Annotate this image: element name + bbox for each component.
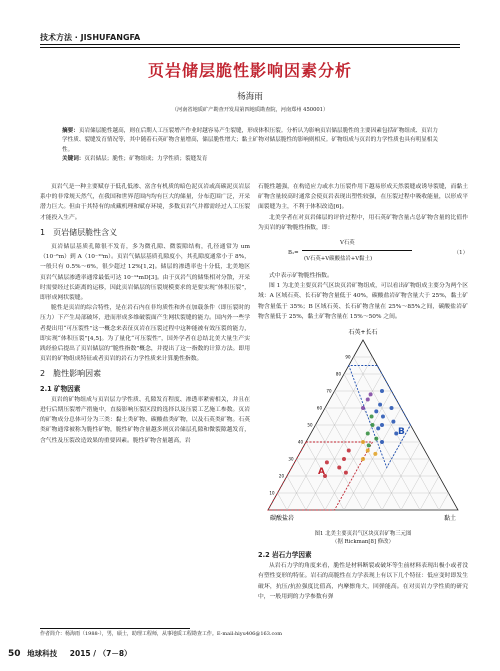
- author-footnote: 作者简介：杨海雨（1988-），男，硕士，助理工程师，从事地质工程勘查工作。E-mail:hiyu406@163.com: [40, 631, 283, 637]
- ternary-diagram: [258, 324, 468, 524]
- section-1-paragraph-2: 脆性是页岩的综合特性，是在岩石内在非均质性和外在加载条件（即压裂时的压力）下产生局部破坏，进而形成多维破裂面产生网状裂缝的能力。国内外一些学者提出用“可压裂性”这一概念来表征页岩在压裂过程中这种能被有效压裂的能力，即实现“体积压裂”[4,5]。为了量化“可压裂性”，国外学者在总结北美大量生产实践经验后提出了页岩储层的“脆性指数”概念，并提出了这一指数的计算方法。即用页岩的矿物组成特征或者页岩的岩石力学性质来计算脆性指数。: [40, 305, 250, 363]
- equation-numerator: V石英: [340, 240, 355, 247]
- section-1-paragraph-1: 页岩储层基质孔隙很不发育，多为微孔隙、微裂隙结构，孔径通常为 um（10⁻⁶m）到 A（10⁻¹⁰m）。页岩气储层基质孔隙度小，其孔隙度通常小于 8%，一般只有 0.5%～6%，很少超过 12%[1,2]。储层的渗透率也十分低，北美地区页岩气储层渗透率通常最低可达 10⁻¹⁴mD[3]。由于页岩气的储集相对分散，开采时需要经过长距离的运移，因此页岩储层的压裂规模要求的是要实现“体积压裂”，即形成网状裂缝。: [40, 244, 250, 302]
- figure-description: 图 1 为北美主要页岩气区块页岩矿物组成，可以看出矿物组成主要分为两个区域：A 区域石英、长石矿物含量低于 40%，碳酸盐岩矿物含量大于 25%，黏土矿物含量低于 35%；B 区域石英、长石矿物含量在 25%～85%之间，碳酸盐岩矿物含量低于 25%，黏土矿物含量在 15%～50% 之间。: [258, 283, 468, 320]
- data-point: [380, 389, 384, 393]
- section-1-heading: 1 页岩储层脆性含义: [40, 227, 118, 237]
- equation-explanation: 式中表示矿物脆性指数。: [269, 273, 333, 280]
- vertex-label-left: 碳酸盐岩: [270, 515, 295, 523]
- subsection-2-1-paragraph: 页岩的矿物组成与页岩层力学性质、孔隙发育程度、渗透率紧密相关，并且在进行后期压裂增产措施中，直接影响压裂区段的选择以及压裂工艺施工参数。页岩的矿物成分总体可分为三类：黏土类矿物、碳酸盐类矿物，以及石英类矿物。石英类矿物通常被称为脆性矿物，脆性矿物含量越多则页岩储层孔隙和微裂隙越发育，含气性及压裂改造效果的重要因素。脆性矿物含量越高，岩: [40, 396, 250, 444]
- fraction-bar: [302, 250, 412, 251]
- keywords-text: 页岩储层；脆性；矿物组成；力学性质；裂缝发育: [84, 156, 208, 163]
- author: 杨海雨: [237, 92, 263, 102]
- abstract-label: 摘要：: [62, 128, 79, 134]
- tick-label: 90: [345, 354, 351, 360]
- data-point: [366, 449, 370, 453]
- data-point: [361, 440, 365, 444]
- data-point: [391, 420, 395, 424]
- figure-caption: 图1 北美主要页岩气区块页岩矿物三元图: [314, 531, 412, 538]
- tick-label: 80: [335, 371, 341, 377]
- keywords-label: 关键词：: [62, 156, 85, 163]
- data-point: [381, 415, 385, 419]
- figure-1: [258, 324, 468, 544]
- data-point: [370, 415, 374, 419]
- subsection-2-1-heading: 2.1 矿物因素: [40, 384, 81, 393]
- right-column: [258, 182, 468, 602]
- tick-label: 50: [307, 422, 313, 428]
- equation-denominator: (V石英+V碳酸盐岩+V黏土): [304, 256, 373, 263]
- data-point: [380, 440, 384, 444]
- data-point: [366, 398, 370, 402]
- article-title: 页岩储层脆性影响因素分析: [147, 61, 352, 80]
- data-point: [342, 457, 346, 461]
- tick-label: 20: [278, 473, 284, 479]
- tick-label: 30: [288, 456, 294, 462]
- equation-1: [258, 235, 468, 269]
- tick-label: 40: [297, 439, 303, 445]
- page-footer: [8, 648, 132, 659]
- figure-caption-source: （据 Rickman[8] 修改）: [332, 539, 394, 546]
- issue-info: 2015 / （7－8）: [69, 649, 132, 658]
- data-point: [373, 452, 377, 456]
- intro-paragraph: 页岩气是一种主要赋存于低孔低渗、富含有机质的暗色泥页岩或高碳泥页岩层系中的非常规天然气，在我国和世界范围内均有巨大的储量，分布范围广泛，开采潜力巨大。但由于其特有的成藏机理和赋存环境，多数页岩气井都需经过人工压裂才能投入生产。: [40, 184, 250, 221]
- abstract: [62, 127, 438, 165]
- header-rule: [40, 44, 460, 45]
- footnote-rule: [40, 628, 190, 629]
- data-point: [378, 403, 382, 407]
- tick-label: 60: [316, 405, 322, 411]
- equation-number: （1）: [453, 250, 468, 257]
- equation-lhs: B₁=: [288, 250, 299, 257]
- subsection-2-2-paragraph: 从岩石力学的角度来看，脆性是材料断裂或破坏等生前材料表现出极小或者没有塑性变形的特征。岩石的高脆性在力学表现上有以下几个特征：低应变时即发生破坏，抗压/抗拉强度比值高，内摩擦角大，回弹能高。在对页岩力学性质的研究中，一般用到的力学参数有弹: [258, 563, 468, 600]
- data-point: [337, 466, 341, 470]
- vertex-label-right: 黏土: [443, 515, 456, 523]
- data-point: [374, 409, 378, 413]
- page-number: 50: [8, 649, 21, 659]
- data-point: [374, 437, 378, 441]
- data-point: [361, 406, 365, 410]
- data-point: [369, 392, 373, 396]
- abstract-text: 页岩储层脆性越高，则在后期人工压裂增产作业时越容易产生裂缝，形成体积压裂。分析认为影响页岩储层脆性的主要因素包括矿物组成、页岩力学性质、裂缝发育情况等，其中随着石英矿物含量增高，储层脆性增大；黏土矿物对储层脆性的影响则相反。矿物组成与页岩的力学性质也具有明显相关性。: [62, 128, 438, 153]
- journal-name: 地球科技: [27, 649, 58, 658]
- running-header: 技术方法 · JISHUFANGFA: [40, 33, 141, 42]
- region-label-b: B: [398, 427, 405, 438]
- data-point: [376, 426, 380, 430]
- data-point: [390, 406, 394, 410]
- data-point: [380, 423, 384, 427]
- data-point: [367, 443, 371, 447]
- left-column: [40, 182, 250, 446]
- data-point: [361, 457, 365, 461]
- region-label-a: A: [318, 467, 325, 478]
- affiliation: （河南省地质矿产勘查开发局第四地质勘查院，河南郑州 450001）: [171, 107, 329, 113]
- vertex-label-top: 石英+长石: [348, 329, 378, 337]
- section-2-heading: 2 脆性影响因素: [40, 369, 102, 379]
- subsection-2-2-heading: 2.2 岩石力学因素: [258, 551, 312, 560]
- data-point: [347, 449, 351, 453]
- data-point: [371, 423, 375, 427]
- tick-label: 70: [326, 388, 332, 394]
- right-continued-paragraph: 石脆性越强，在构造应力或水力压裂作用下越易形成天然裂缝或诱导裂缝，而黏土矿物含量较高时通常会使页岩表现出塑性较强，在压裂过程中吸收能量，以形成平面裂缝为主，不利于体积改造[6]。: [258, 184, 468, 211]
- data-point: [344, 471, 348, 475]
- data-point: [366, 432, 370, 436]
- data-point: [325, 460, 329, 464]
- brittleness-index-paragraph: 北美学者在对页岩储层的评价过程中，用石英矿物含量占总矿物含量的比值作为页岩的矿物脆性指数，即：: [258, 214, 468, 231]
- header-rule-thin: [40, 47, 460, 48]
- tick-label: 10: [269, 490, 275, 496]
